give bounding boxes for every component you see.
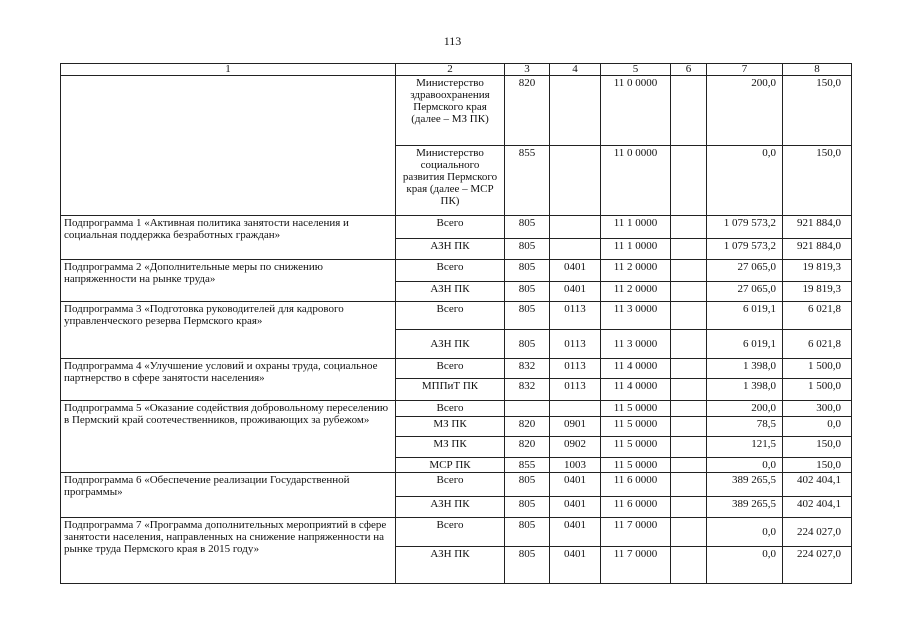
amount-8-cell: 150,0: [783, 437, 852, 458]
code-3-cell: 805: [505, 260, 550, 282]
code-4-cell: 0113: [550, 330, 601, 359]
code-3-cell: 805: [505, 282, 550, 302]
table-row: [61, 518, 852, 547]
code-3-cell: 805: [505, 473, 550, 497]
amount-8-cell: 921 884,0: [783, 216, 852, 239]
amount-8-cell: 0,0: [783, 417, 852, 437]
code-5-cell: 11 5 0000: [601, 401, 671, 417]
amount-8-cell: 150,0: [783, 76, 852, 146]
program-name-cell: Подпрограмма 2 «Дополнительные меры по снижению напряженности на рынке труда»: [61, 260, 396, 302]
code-5-cell: 11 7 0000: [601, 547, 671, 584]
code-6-cell: [671, 330, 707, 359]
code-4-cell: [550, 401, 601, 417]
code-5-cell: 11 1 0000: [601, 239, 671, 260]
amount-7-cell: 27 065,0: [707, 260, 783, 282]
amount-8-cell: 150,0: [783, 146, 852, 216]
code-3-cell: 805: [505, 216, 550, 239]
code-4-cell: 0401: [550, 282, 601, 302]
amount-8-cell: 6 021,8: [783, 330, 852, 359]
code-5-cell: 11 4 0000: [601, 359, 671, 379]
code-5-cell: 11 6 0000: [601, 497, 671, 518]
code-6-cell: [671, 497, 707, 518]
amount-8-cell: 224 027,0: [783, 547, 852, 584]
code-6-cell: [671, 458, 707, 473]
code-3-cell: 805: [505, 547, 550, 584]
table-row: [61, 401, 852, 417]
budget-table: [60, 63, 852, 584]
amount-7-cell: 27 065,0: [707, 282, 783, 302]
amount-7-cell: 0,0: [707, 146, 783, 216]
amount-7-cell: 78,5: [707, 417, 783, 437]
code-6-cell: [671, 473, 707, 497]
table-row: [61, 302, 852, 330]
org-cell: АЗН ПК: [396, 282, 505, 302]
amount-7-cell: 0,0: [707, 547, 783, 584]
amount-8-cell: 1 500,0: [783, 359, 852, 379]
amount-8-cell: 921 884,0: [783, 239, 852, 260]
code-6-cell: [671, 518, 707, 547]
amount-7-cell: 121,5: [707, 437, 783, 458]
code-5-cell: 11 2 0000: [601, 260, 671, 282]
table-row: [61, 473, 852, 497]
code-6-cell: [671, 547, 707, 584]
code-5-cell: 11 0 0000: [601, 76, 671, 146]
column-header: 1: [61, 64, 396, 76]
code-5-cell: 11 5 0000: [601, 437, 671, 458]
code-5-cell: 11 2 0000: [601, 282, 671, 302]
org-cell: МЗ ПК: [396, 417, 505, 437]
program-name-cell: Подпрограмма 3 «Подготовка руководителей для кадрового управленческого резерва Пермского края»: [61, 302, 396, 359]
org-cell: МЗ ПК: [396, 437, 505, 458]
org-cell: Всего: [396, 401, 505, 417]
code-6-cell: [671, 302, 707, 330]
code-3-cell: 805: [505, 302, 550, 330]
code-6-cell: [671, 437, 707, 458]
program-cell-empty: [61, 76, 396, 216]
code-3-cell: 820: [505, 437, 550, 458]
code-3-cell: 855: [505, 146, 550, 216]
code-5-cell: 11 5 0000: [601, 458, 671, 473]
code-4-cell: 0901: [550, 417, 601, 437]
amount-8-cell: 300,0: [783, 401, 852, 417]
org-cell: Всего: [396, 260, 505, 282]
program-name-cell: Подпрограмма 5 «Оказание содействия добровольному переселению в Пермский край соотечественников, проживающих за рубежом»: [61, 401, 396, 473]
org-cell: АЗН ПК: [396, 547, 505, 584]
amount-8-cell: 19 819,3: [783, 282, 852, 302]
code-4-cell: [550, 216, 601, 239]
column-header: 8: [783, 64, 852, 76]
code-6-cell: [671, 359, 707, 379]
amount-7-cell: 1 398,0: [707, 359, 783, 379]
code-3-cell: 820: [505, 76, 550, 146]
amount-8-cell: 6 021,8: [783, 302, 852, 330]
org-cell: Всего: [396, 518, 505, 547]
code-6-cell: [671, 379, 707, 401]
code-5-cell: 11 3 0000: [601, 330, 671, 359]
amount-8-cell: 402 404,1: [783, 497, 852, 518]
code-5-cell: 11 6 0000: [601, 473, 671, 497]
amount-8-cell: 150,0: [783, 458, 852, 473]
page-number: 113: [443, 34, 462, 48]
amount-7-cell: 6 019,1: [707, 302, 783, 330]
org-cell: Министерство социального развития Пермского края (далее – МСР ПК): [396, 146, 505, 216]
code-4-cell: [550, 146, 601, 216]
code-3-cell: 855: [505, 458, 550, 473]
amount-7-cell: 389 265,5: [707, 497, 783, 518]
column-header: 2: [396, 64, 505, 76]
code-4-cell: [550, 76, 601, 146]
code-3-cell: 805: [505, 497, 550, 518]
table-row: [61, 359, 852, 379]
code-4-cell: 0401: [550, 518, 601, 547]
program-name-cell: Подпрограмма 6 «Обеспечение реализации Государственной программы»: [61, 473, 396, 518]
code-4-cell: 0401: [550, 497, 601, 518]
amount-8-cell: 402 404,1: [783, 473, 852, 497]
column-number-row: [61, 64, 852, 76]
table-row: [61, 216, 852, 239]
amount-7-cell: 389 265,5: [707, 473, 783, 497]
amount-7-cell: 0,0: [707, 518, 783, 547]
program-name-cell: Подпрограмма 1 «Активная политика занятости населения и социальная поддержка безработных граждан»: [61, 216, 396, 260]
column-header: 5: [601, 64, 671, 76]
code-4-cell: 0401: [550, 473, 601, 497]
code-5-cell: 11 5 0000: [601, 417, 671, 437]
code-6-cell: [671, 146, 707, 216]
org-cell: МППиТ ПК: [396, 379, 505, 401]
code-5-cell: 11 3 0000: [601, 302, 671, 330]
code-3-cell: 820: [505, 417, 550, 437]
column-header: 7: [707, 64, 783, 76]
org-cell: Всего: [396, 473, 505, 497]
code-5-cell: 11 1 0000: [601, 216, 671, 239]
amount-7-cell: 6 019,1: [707, 330, 783, 359]
org-cell: АЗН ПК: [396, 330, 505, 359]
amount-8-cell: 19 819,3: [783, 260, 852, 282]
code-3-cell: 832: [505, 379, 550, 401]
org-cell: Министерство здравоохранения Пермского края (далее – МЗ ПК): [396, 76, 505, 146]
code-6-cell: [671, 76, 707, 146]
code-4-cell: 0113: [550, 302, 601, 330]
org-cell: МСР ПК: [396, 458, 505, 473]
column-header: 4: [550, 64, 601, 76]
code-6-cell: [671, 239, 707, 260]
code-4-cell: 0902: [550, 437, 601, 458]
code-3-cell: 805: [505, 518, 550, 547]
code-4-cell: 0113: [550, 359, 601, 379]
code-6-cell: [671, 260, 707, 282]
org-cell: АЗН ПК: [396, 239, 505, 260]
org-cell: Всего: [396, 302, 505, 330]
amount-8-cell: 1 500,0: [783, 379, 852, 401]
amount-7-cell: 1 079 573,2: [707, 239, 783, 260]
code-4-cell: [550, 239, 601, 260]
amount-7-cell: 200,0: [707, 401, 783, 417]
amount-7-cell: 200,0: [707, 76, 783, 146]
table-row: [61, 260, 852, 282]
column-header: 6: [671, 64, 707, 76]
code-3-cell: 805: [505, 330, 550, 359]
code-3-cell: 832: [505, 359, 550, 379]
amount-7-cell: 0,0: [707, 458, 783, 473]
amount-7-cell: 1 079 573,2: [707, 216, 783, 239]
code-6-cell: [671, 417, 707, 437]
code-5-cell: 11 7 0000: [601, 518, 671, 547]
table-row: [61, 76, 852, 146]
code-6-cell: [671, 282, 707, 302]
org-cell: Всего: [396, 216, 505, 239]
program-name-cell: Подпрограмма 7 «Программа дополнительных мероприятий в сфере занятости населения, направленных на снижение напряженности на рынке труда Пермского края в 2015 году»: [61, 518, 396, 584]
code-6-cell: [671, 216, 707, 239]
code-4-cell: 0113: [550, 379, 601, 401]
code-5-cell: 11 4 0000: [601, 379, 671, 401]
code-4-cell: 1003: [550, 458, 601, 473]
amount-8-cell: 224 027,0: [783, 518, 852, 547]
program-name-cell: Подпрограмма 4 «Улучшение условий и охраны труда, социальное партнерство в сфере занятости населения»: [61, 359, 396, 401]
org-cell: Всего: [396, 359, 505, 379]
code-3-cell: [505, 401, 550, 417]
code-4-cell: 0401: [550, 260, 601, 282]
code-5-cell: 11 0 0000: [601, 146, 671, 216]
org-cell: АЗН ПК: [396, 497, 505, 518]
column-header: 3: [505, 64, 550, 76]
code-6-cell: [671, 401, 707, 417]
code-4-cell: 0401: [550, 547, 601, 584]
code-3-cell: 805: [505, 239, 550, 260]
amount-7-cell: 1 398,0: [707, 379, 783, 401]
